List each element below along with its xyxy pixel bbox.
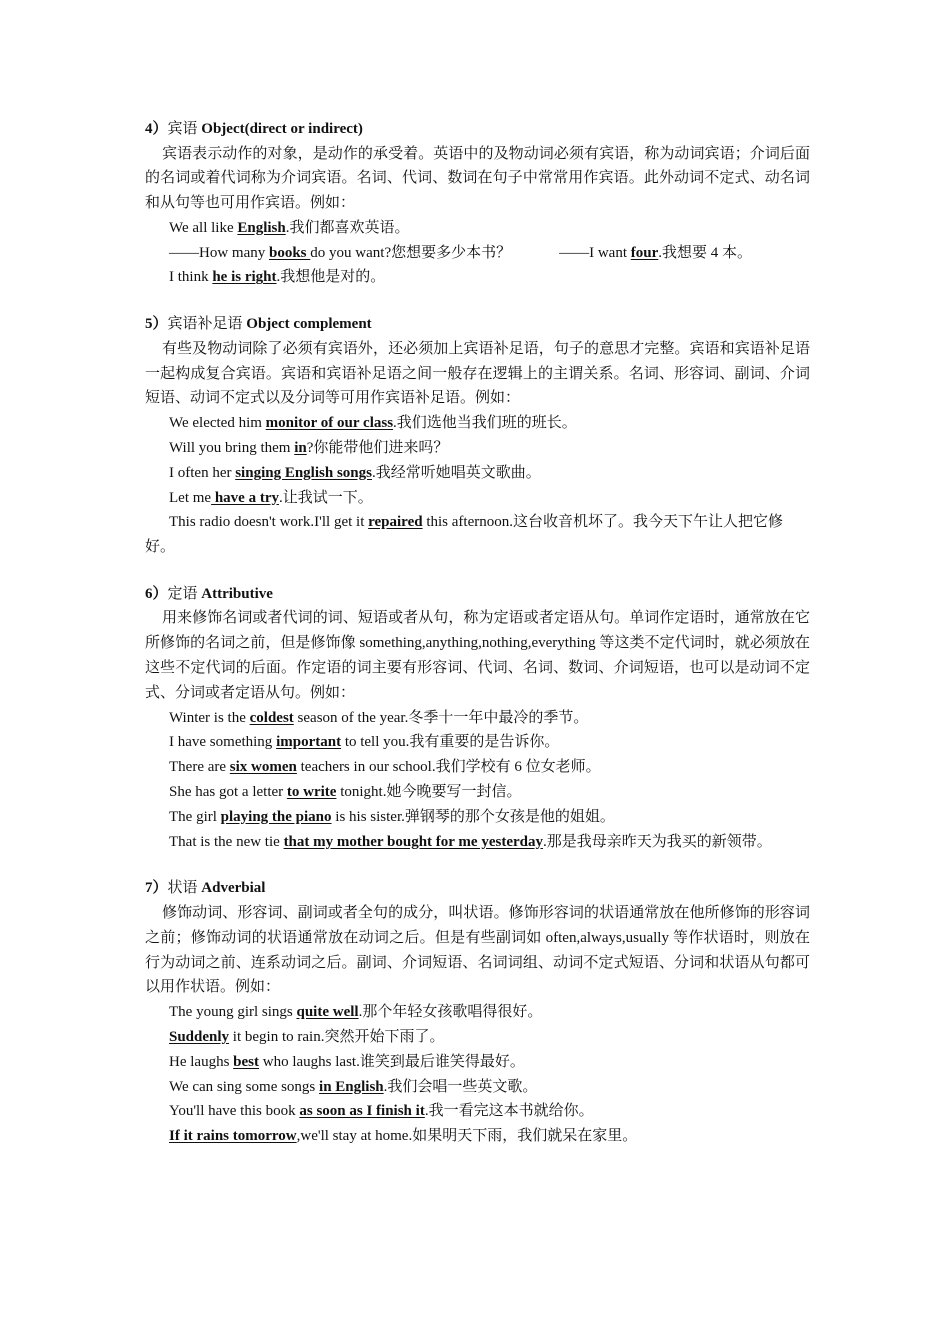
section-title-cn: 宾语	[167, 121, 198, 137]
example-line: This radio doesn't work.I'll get it repaired this afternoon.这台收音机坏了。我今天下午让人把它修好。	[145, 514, 783, 556]
example-line: Winter is the coldest season of the year.冬季十一年中最冷的季节。	[169, 709, 589, 726]
example-line: Let me have a try.让我试一下。	[169, 489, 373, 506]
highlighted-complement: in	[294, 439, 307, 456]
section-heading	[145, 582, 810, 607]
highlighted-object: English	[237, 219, 286, 236]
highlighted-attributive: playing the piano	[220, 808, 332, 825]
example-line: I think he is right.我想他是对的。	[169, 269, 386, 286]
highlighted-complement: have a try	[211, 489, 279, 506]
example-line: We all like English.我们都喜欢英语。	[169, 219, 410, 236]
example-line: If it rains tomorrow,we'll stay at home.如果明天下雨，我们就呆在家里。	[169, 1128, 638, 1145]
section-title-cn: 定语	[167, 585, 198, 602]
section-number: 7）	[145, 880, 168, 897]
highlighted-adverbial: quite well	[296, 1004, 359, 1021]
section-object	[145, 117, 810, 290]
example-line: Suddenly it begin to rain.突然开始下雨了。	[169, 1028, 445, 1045]
section-heading	[145, 312, 810, 337]
highlighted-attributive: coldest	[249, 709, 294, 726]
highlighted-adverbial: Suddenly	[169, 1028, 230, 1045]
highlighted-object: books	[269, 244, 311, 261]
example-line: The girl playing the piano is his sister.弹钢琴的那个女孩是他的姐姐。	[169, 808, 615, 825]
section-title-en: Object(direct or indirect)	[201, 121, 363, 137]
highlighted-attributive: six women	[229, 759, 297, 776]
section-object-complement	[145, 312, 810, 560]
highlighted-adverbial: as soon as I finish it	[299, 1103, 425, 1120]
section-title-en: Attributive	[201, 585, 273, 602]
section-attributive	[145, 582, 810, 854]
section-title-cn: 宾语补足语	[167, 316, 243, 333]
highlighted-adverbial: If it rains tomorrow	[169, 1128, 297, 1145]
example-line: I often her singing English songs.我经常听她唱英文歌曲。	[169, 464, 541, 481]
section-number: 6）	[145, 585, 168, 602]
section-heading	[145, 117, 810, 142]
section-paragraph: 有些及物动词除了必须有宾语外，还必须加上宾语补足语，句子的意思才完整。宾语和宾语补足语一起构成复合宾语。宾语和宾语补足语之间一般存在逻辑上的主谓关系。名词、形容词、副词、介词短语、动词不定式以及分词等可用作宾语补足语。例如：	[145, 340, 810, 407]
example-line: I have something important to tell you.我有重要的是告诉你。	[169, 734, 560, 751]
section-paragraph: 用来修饰名词或者代词的词、短语或者从句，称为定语或者定语从句。单词作定语时，通常放在它所修饰的名词之前，但是修饰像 something,anything,nothing,everything 等这类不定代词时，就必须放在这些不定代词的后面。作定语的词主要有形容词、代词、名词、数词、介词短语，也可以是动词不定式、分词或者定语从句。例如：	[145, 610, 810, 701]
section-title-en: Adverbial	[201, 880, 266, 897]
section-paragraph: 宾语表示动作的对象，是动作的承受着。英语中的及物动词必须有宾语，称为动词宾语；介词后面的名词或着代词称为介词宾语。名词、代词、数词在句子中常常用作宾语。此外动词不定式、动名词和从句等也可用作宾语。例如：	[145, 145, 810, 212]
example-line: He laughs best who laughs last.谁笑到最后谁笑得最好。	[169, 1053, 525, 1070]
example-line: The young girl sings quite well.那个年轻女孩歌唱得很好。	[169, 1004, 543, 1021]
section-number: 4）	[145, 121, 168, 137]
example-line: There are six women teachers in our school.我们学校有 6 位女老师。	[169, 759, 601, 776]
section-title-cn: 状语	[167, 880, 198, 897]
example-line: ——How many books do you want?您想要多少本书？ ——I want four.我想要 4 本。	[169, 244, 753, 261]
section-number: 5）	[145, 316, 168, 333]
example-line: She has got a letter to write tonight.她今晚要写一封信。	[169, 784, 522, 801]
example-line: That is the new tie that my mother bought for me yesterday.那是我母亲昨天为我买的新领带。	[169, 833, 772, 850]
highlighted-adverbial: best	[233, 1053, 259, 1070]
example-line: We can sing some songs in English.我们会唱一些英文歌。	[169, 1078, 538, 1095]
section-paragraph: 修饰动词、形容词、副词或者全句的成分，叫状语。修饰形容词的状语通常放在他所修饰的形容词之前；修饰动词的状语通常放在动词之后。但是有些副词如 often,always,usually 等作状语时，则放在行为动词之前、连系动词之后。副词、介词短语、名词词组、动词不定式短语、分词和状语从句都可以用作状语。例如：	[145, 904, 810, 996]
highlighted-complement: repaired	[368, 514, 423, 531]
highlighted-object: four	[630, 244, 659, 261]
example-line: We elected him monitor of our class.我们选他当我们班的班长。	[169, 415, 577, 432]
highlighted-complement: singing English songs	[235, 464, 372, 481]
highlighted-object: he is right	[212, 269, 277, 286]
example-line: Will you bring them in?你能带他们进来吗？	[169, 439, 449, 456]
example-line: You'll have this book as soon as I finish it.我一看完这本书就给你。	[169, 1103, 594, 1120]
section-heading	[145, 876, 810, 901]
section-title-en: Object complement	[246, 316, 372, 333]
highlighted-attributive: to write	[286, 784, 337, 801]
highlighted-adverbial: in English	[319, 1078, 384, 1095]
highlighted-attributive: important	[276, 734, 342, 751]
highlighted-attributive: that my mother bought for me yesterday	[283, 833, 543, 850]
highlighted-complement: monitor of our class	[265, 415, 394, 432]
document-page	[145, 117, 810, 1171]
section-adverbial	[145, 876, 810, 1148]
